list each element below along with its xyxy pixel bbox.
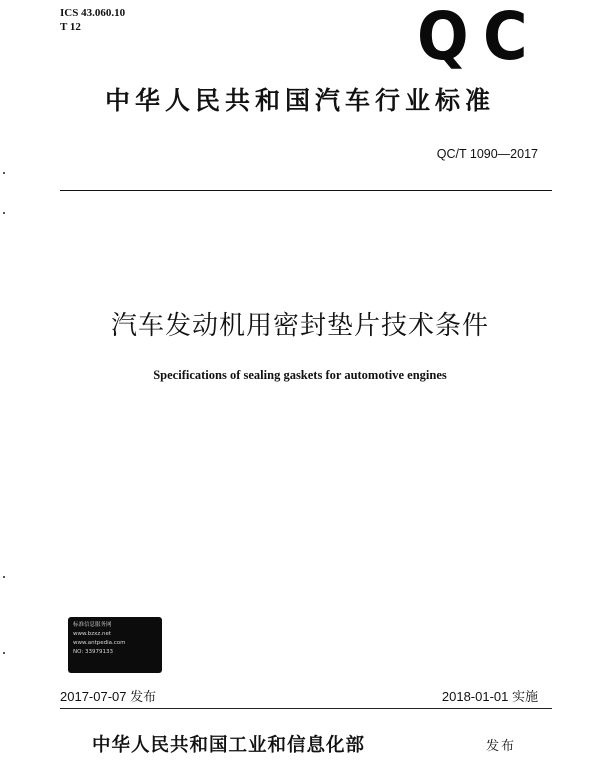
scan-mark	[3, 652, 5, 654]
stamp-line: NO: 33979133	[73, 649, 113, 655]
stamp-line: 标准信息服务网	[73, 622, 112, 628]
standard-code: QC/T 1090—2017	[436, 147, 538, 161]
logo-letter-q: Q	[417, 0, 469, 75]
ics-code: ICS 43.060.10	[60, 7, 126, 19]
issue-label: 发布	[486, 739, 517, 754]
scan-mark	[3, 172, 5, 174]
header-rule	[60, 190, 552, 191]
stamp-line: www.bzxz.net	[73, 631, 112, 637]
document-title-cn: 汽车发动机用密封垫片技术条件	[110, 311, 489, 341]
scan-mark	[3, 576, 5, 578]
scan-mark	[3, 212, 5, 214]
publish-date: 2017-07-07 发布	[60, 689, 157, 704]
classification-codes	[60, 6, 125, 34]
logo-letter-c: C	[483, 0, 528, 75]
stamp-line: www.antpedia.com	[73, 640, 126, 646]
effective-date: 2018-01-01 实施	[441, 689, 538, 704]
standard-name: 中华人民共和国汽车行业标准	[104, 86, 495, 115]
qc-logo	[417, 0, 541, 75]
source-stamp	[68, 617, 162, 673]
issuing-authority: 中华人民共和国工业和信息化部	[92, 735, 366, 756]
document-title-en: Specifications of sealing gaskets for automotive engines	[153, 368, 447, 382]
class-code: T 12	[60, 21, 81, 33]
footer-rule	[60, 708, 552, 709]
